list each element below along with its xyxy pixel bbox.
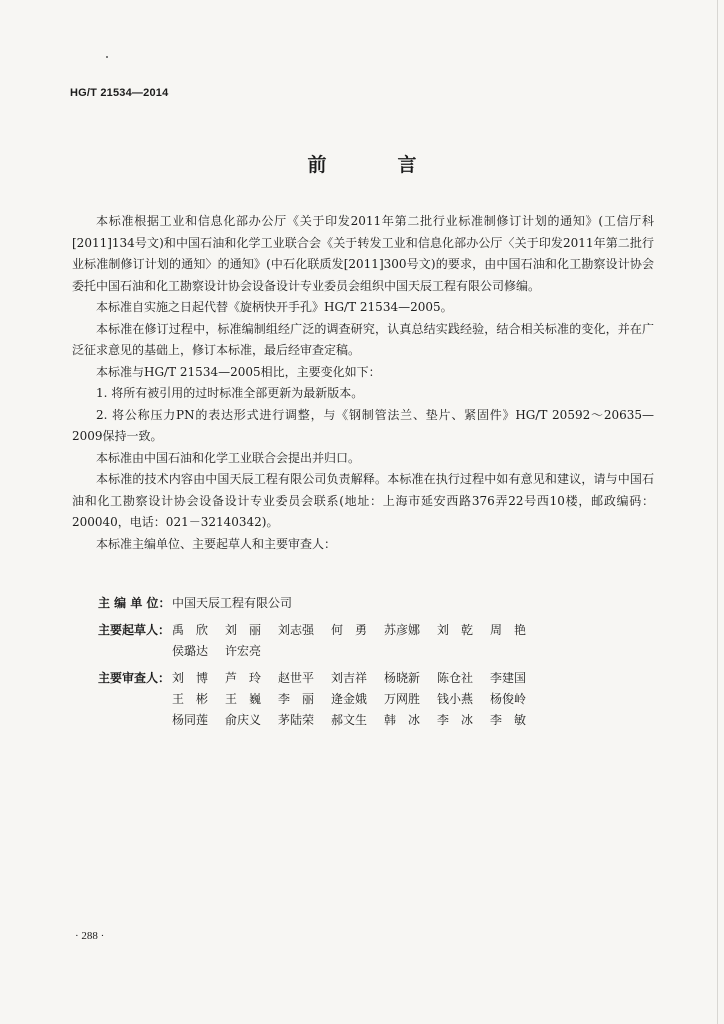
person-name: 李建国 [490,671,527,685]
reviewers-names [172,690,543,707]
person-name: 逄金娥 [331,692,368,706]
person-name: 李 丽 [278,692,315,706]
paragraph: 本标准根据工业和信息化部办公厅《关于印发2011年第二批行业标准制修订计划的通知》(工信厅科[2011]134号文)和中国石油和化学工业联合会《关于转发工业和信息化部办公厅〈关于印发2011年第二批行业标准制修订计划的通知〉的通知》(中石化联质发[2011]300号文)的要求，由中国石油和化工勘察设计协会委托中国石油和化工勘察设计协会设备设计专业委员会组织中国天辰工程有限公司修编。 [72,214,654,293]
list-item: 1. 将所有被引用的过时标准全部更新为最新版本。 [96,386,364,400]
person-name: 郝文生 [331,713,368,727]
person-name: 何 勇 [331,623,368,637]
person-name: 侯璐达 [172,644,209,658]
person-name: 万网胜 [384,692,421,706]
person-name: 杨晓新 [384,671,421,685]
person-name: 王 巍 [225,692,262,706]
paragraph: 本标准主编单位、主要起草人和主要审查人： [96,536,337,551]
preface-body [72,211,654,555]
drafters-row-2 [98,640,543,661]
standard-code: HG/T 21534—2014 [70,87,169,99]
paragraph: 本标准在修订过程中，标准编制组经广泛的调查研究，认真总结实践经验，结合相关标准的变化，并在广泛征求意见的基础上，修订本标准，最后经审查定稿。 [72,321,654,357]
person-name: 李 敏 [490,713,527,727]
person-name: 陈仓社 [437,671,474,685]
person-name: 禹 欣 [172,623,209,637]
page-title: 前 言 [307,154,443,176]
reviewers-row-3 [98,709,543,730]
drafters-names [172,642,278,659]
person-name: 刘志强 [278,623,315,637]
paragraph: 本标准由中国石油和化学工业联合会提出并归口。 [96,450,361,465]
list-item: 2. 将公称压力PN的表达形式进行调整，与《钢制管法兰、垫片、紧固件》HG/T 20592～20635—2009保持一致。 [72,407,654,443]
paragraph: 本标准自实施之日起代替《旋柄快开手孔》HG/T 21534—2005。 [96,300,453,314]
page-number: · 288 · [75,930,105,942]
person-name: 杨俊岭 [490,692,527,706]
reviewers-label: 主要审查人： [98,671,171,685]
drafters-label: 主要起草人： [98,623,171,637]
reviewers-row-2 [98,688,543,709]
reviewers-row [98,667,543,688]
person-name: 韩 冰 [384,713,421,727]
scan-speck [106,56,108,58]
contributors-block [98,592,543,730]
person-name: 赵世平 [278,671,315,685]
person-name: 许宏亮 [225,644,262,658]
paragraph: 本标准与HG/T 21534—2005相比，主要变化如下： [96,364,381,379]
person-name: 刘 乾 [437,623,474,637]
person-name: 周 艳 [490,623,527,637]
editor-row [98,592,543,613]
person-name: 茅陆荣 [278,713,315,727]
editor-value: 中国天辰工程有限公司 [172,596,293,610]
person-name: 刘 博 [172,671,209,685]
person-name: 刘 丽 [225,623,262,637]
drafters-names [172,621,543,638]
reviewers-names [172,711,543,728]
paragraph: 本标准的技术内容由中国天辰工程有限公司负责解释。本标准在执行过程中如有意见和建议，请与中国石油和化工勘察设计协会设备设计专业委员会联系(地址：上海市延安西路376弄22号西10楼，邮政编码：200040，电话：021－32140342)。 [72,472,654,529]
person-name: 刘吉祥 [331,671,368,685]
person-name: 李 冰 [437,713,474,727]
person-name: 王 彬 [172,692,209,706]
editor-label: 主 编 单 位： [98,596,171,610]
drafters-row [98,619,543,640]
person-name: 苏彦娜 [384,623,421,637]
person-name: 俞庆义 [225,713,262,727]
person-name: 芦 玲 [225,671,262,685]
person-name: 杨同莲 [172,713,209,727]
reviewers-names [172,669,543,686]
person-name: 钱小燕 [437,692,474,706]
